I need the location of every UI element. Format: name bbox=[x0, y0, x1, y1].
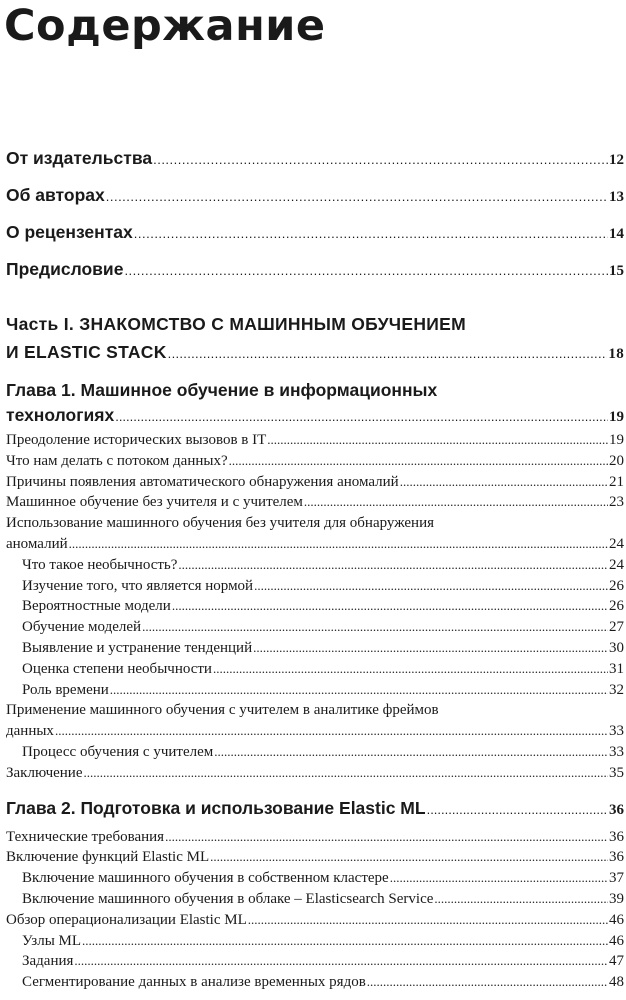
dot-leader bbox=[110, 680, 608, 701]
dot-leader bbox=[168, 340, 608, 368]
toc-page-number: 47 bbox=[609, 953, 624, 970]
toc-page-number: 33 bbox=[609, 743, 624, 760]
toc-section-line1[interactable]: Использование машинного обучения без учителя для обнаружения bbox=[6, 515, 434, 532]
toc-subsection[interactable] bbox=[6, 742, 624, 763]
toc-subsection-label: Включение машинного обучения в облаке – Elasticsearch Service bbox=[22, 890, 434, 907]
toc-subsection-label: Включение машинного обучения в собственном кластере bbox=[22, 870, 389, 887]
dot-leader bbox=[165, 827, 608, 848]
toc-section[interactable] bbox=[6, 472, 624, 493]
toc-subsection-label: Изучение того, что является нормой bbox=[22, 577, 254, 594]
toc-subsection-label: Узлы ML bbox=[22, 932, 82, 949]
toc-subsection[interactable] bbox=[6, 638, 624, 659]
toc-page-number: 37 bbox=[609, 870, 624, 887]
dot-leader bbox=[253, 638, 608, 659]
toc-subsection-label: Обучение моделей bbox=[22, 619, 142, 636]
toc-entry-label: Предисловие bbox=[6, 259, 124, 279]
dot-leader bbox=[172, 596, 608, 617]
toc-page-number: 26 bbox=[609, 577, 624, 594]
toc-page-number: 14 bbox=[609, 226, 624, 242]
toc-section[interactable] bbox=[6, 847, 624, 868]
toc-section[interactable] bbox=[6, 430, 624, 451]
toc-entry-authors[interactable] bbox=[6, 177, 624, 214]
toc-section-line2: данных bbox=[6, 723, 54, 740]
toc-section-label: Машинное обучение без учителя и с учителем bbox=[6, 494, 303, 511]
toc-page-number: 19 bbox=[609, 432, 624, 448]
part-heading[interactable] bbox=[6, 338, 624, 368]
toc-section[interactable] bbox=[6, 451, 624, 472]
toc-page-number: 30 bbox=[609, 639, 624, 656]
chapter-heading[interactable] bbox=[6, 403, 624, 430]
dot-leader bbox=[400, 472, 608, 493]
dot-leader bbox=[254, 576, 608, 597]
toc-section-label: Причины появления автоматического обнаружения аномалий bbox=[6, 473, 399, 490]
toc-page-number: 13 bbox=[609, 189, 624, 205]
toc-page-number: 48 bbox=[609, 974, 624, 991]
toc-page-number: 18 bbox=[608, 346, 624, 362]
toc-section[interactable] bbox=[6, 910, 624, 931]
page-title: Содержание bbox=[4, 1, 326, 51]
toc-page-number: 21 bbox=[609, 473, 624, 490]
toc-section-label: Заключение bbox=[6, 764, 83, 781]
toc-subsection[interactable] bbox=[6, 680, 624, 701]
table-of-contents bbox=[6, 140, 624, 993]
toc-subsection-label: Роль времени bbox=[22, 681, 109, 698]
toc-page-number: 46 bbox=[609, 932, 624, 949]
toc-page-number: 35 bbox=[609, 764, 624, 781]
toc-subsection-label: Оценка степени необычности bbox=[22, 660, 212, 677]
toc-page-number: 36 bbox=[609, 801, 624, 818]
chapter-heading[interactable] bbox=[6, 796, 624, 823]
dot-leader bbox=[84, 763, 609, 784]
toc-section[interactable] bbox=[6, 763, 624, 784]
toc-section-label: Обзор операционализации Elastic ML bbox=[6, 911, 247, 928]
toc-page-number: 26 bbox=[609, 598, 624, 615]
chapter-heading-line2: технологиях bbox=[6, 405, 115, 425]
toc-subsection[interactable] bbox=[6, 951, 624, 972]
dot-leader bbox=[74, 951, 608, 972]
toc-entry-label: Об авторах bbox=[6, 185, 105, 205]
dot-leader bbox=[82, 931, 608, 952]
chapter-heading-line1[interactable]: Глава 1. Машинное обучение в информационных bbox=[6, 380, 438, 400]
toc-section-line1[interactable]: Применение машинного обучения с учителем в аналитике фреймов bbox=[6, 702, 439, 719]
dot-leader bbox=[178, 555, 608, 576]
toc-subsection-label: Задания bbox=[22, 953, 74, 970]
toc-section-line2: аномалий bbox=[6, 535, 68, 552]
toc-entry-label: О рецензентах bbox=[6, 222, 133, 242]
toc-subsection-label: Вероятностные модели bbox=[22, 598, 171, 615]
toc-subsection-label: Выявление и устранение тенденций bbox=[22, 639, 253, 656]
toc-page-number: 23 bbox=[609, 494, 624, 511]
toc-section[interactable] bbox=[6, 827, 624, 848]
toc-page-number: 20 bbox=[609, 452, 624, 469]
dot-leader bbox=[304, 492, 608, 513]
dot-leader bbox=[106, 178, 608, 214]
dot-leader bbox=[427, 797, 608, 822]
toc-section[interactable] bbox=[6, 721, 624, 742]
toc-page-number: 36 bbox=[609, 849, 624, 866]
dot-leader bbox=[267, 430, 608, 451]
toc-subsection-label: Что такое необычность? bbox=[22, 556, 178, 573]
dot-leader bbox=[248, 910, 608, 931]
part-heading-line1[interactable]: Часть I. ЗНАКОМСТВО С МАШИННЫМ ОБУЧЕНИЕМ bbox=[6, 314, 467, 334]
toc-subsection[interactable] bbox=[6, 659, 624, 680]
toc-section-label: Технические требования bbox=[6, 828, 165, 845]
toc-subsection[interactable] bbox=[6, 889, 624, 910]
toc-subsection-label: Процесс обучения с учителем bbox=[22, 743, 214, 760]
part-heading-line2: И ELASTIC STACK bbox=[6, 342, 167, 362]
dot-leader bbox=[214, 742, 608, 763]
toc-subsection[interactable] bbox=[6, 617, 624, 638]
dot-leader bbox=[69, 534, 608, 555]
toc-subsection[interactable] bbox=[6, 931, 624, 952]
toc-page-number: 36 bbox=[609, 828, 624, 845]
toc-entry-publisher[interactable] bbox=[6, 140, 624, 177]
toc-page-number: 32 bbox=[609, 681, 624, 698]
chapter-heading-label: Глава 2. Подготовка и использование Elastic ML bbox=[6, 797, 426, 818]
toc-page-number: 31 bbox=[609, 660, 624, 677]
dot-leader bbox=[153, 141, 608, 177]
toc-entry-preface[interactable] bbox=[6, 251, 624, 288]
toc-page-number: 19 bbox=[609, 409, 624, 425]
toc-page-number: 15 bbox=[609, 263, 624, 279]
toc-page-number: 24 bbox=[609, 535, 624, 552]
dot-leader bbox=[134, 215, 608, 251]
toc-section[interactable] bbox=[6, 534, 624, 555]
toc-page-number: 39 bbox=[609, 890, 624, 907]
dot-leader bbox=[142, 617, 608, 638]
toc-section-label: Включение функций Elastic ML bbox=[6, 849, 210, 866]
toc-section-label: Что нам делать с потоком данных? bbox=[6, 452, 228, 469]
toc-subsection[interactable] bbox=[6, 576, 624, 597]
dot-leader bbox=[124, 252, 608, 288]
toc-section[interactable] bbox=[6, 492, 624, 513]
dot-leader bbox=[55, 721, 608, 742]
toc-page-number: 24 bbox=[609, 556, 624, 573]
dot-leader bbox=[390, 868, 608, 889]
dot-leader bbox=[210, 847, 608, 868]
dot-leader bbox=[229, 451, 608, 472]
dot-leader bbox=[115, 404, 608, 429]
toc-page-number: 12 bbox=[609, 152, 624, 168]
dot-leader bbox=[213, 659, 608, 680]
dot-leader bbox=[434, 889, 608, 910]
toc-subsection[interactable] bbox=[6, 972, 624, 993]
toc-subsection[interactable] bbox=[6, 868, 624, 889]
toc-entry-reviewers[interactable] bbox=[6, 214, 624, 251]
toc-subsection-label: Сегментирование данных в анализе временных рядов bbox=[22, 974, 366, 991]
toc-entry-label: От издательства bbox=[6, 148, 153, 168]
toc-subsection[interactable] bbox=[6, 555, 624, 576]
dot-leader bbox=[367, 972, 608, 993]
toc-page-number: 33 bbox=[609, 723, 624, 740]
toc-page-number: 27 bbox=[609, 619, 624, 636]
toc-section-label: Преодоление исторических вызовов в IT bbox=[6, 432, 267, 448]
toc-subsection[interactable] bbox=[6, 596, 624, 617]
toc-page-number: 46 bbox=[609, 911, 624, 928]
